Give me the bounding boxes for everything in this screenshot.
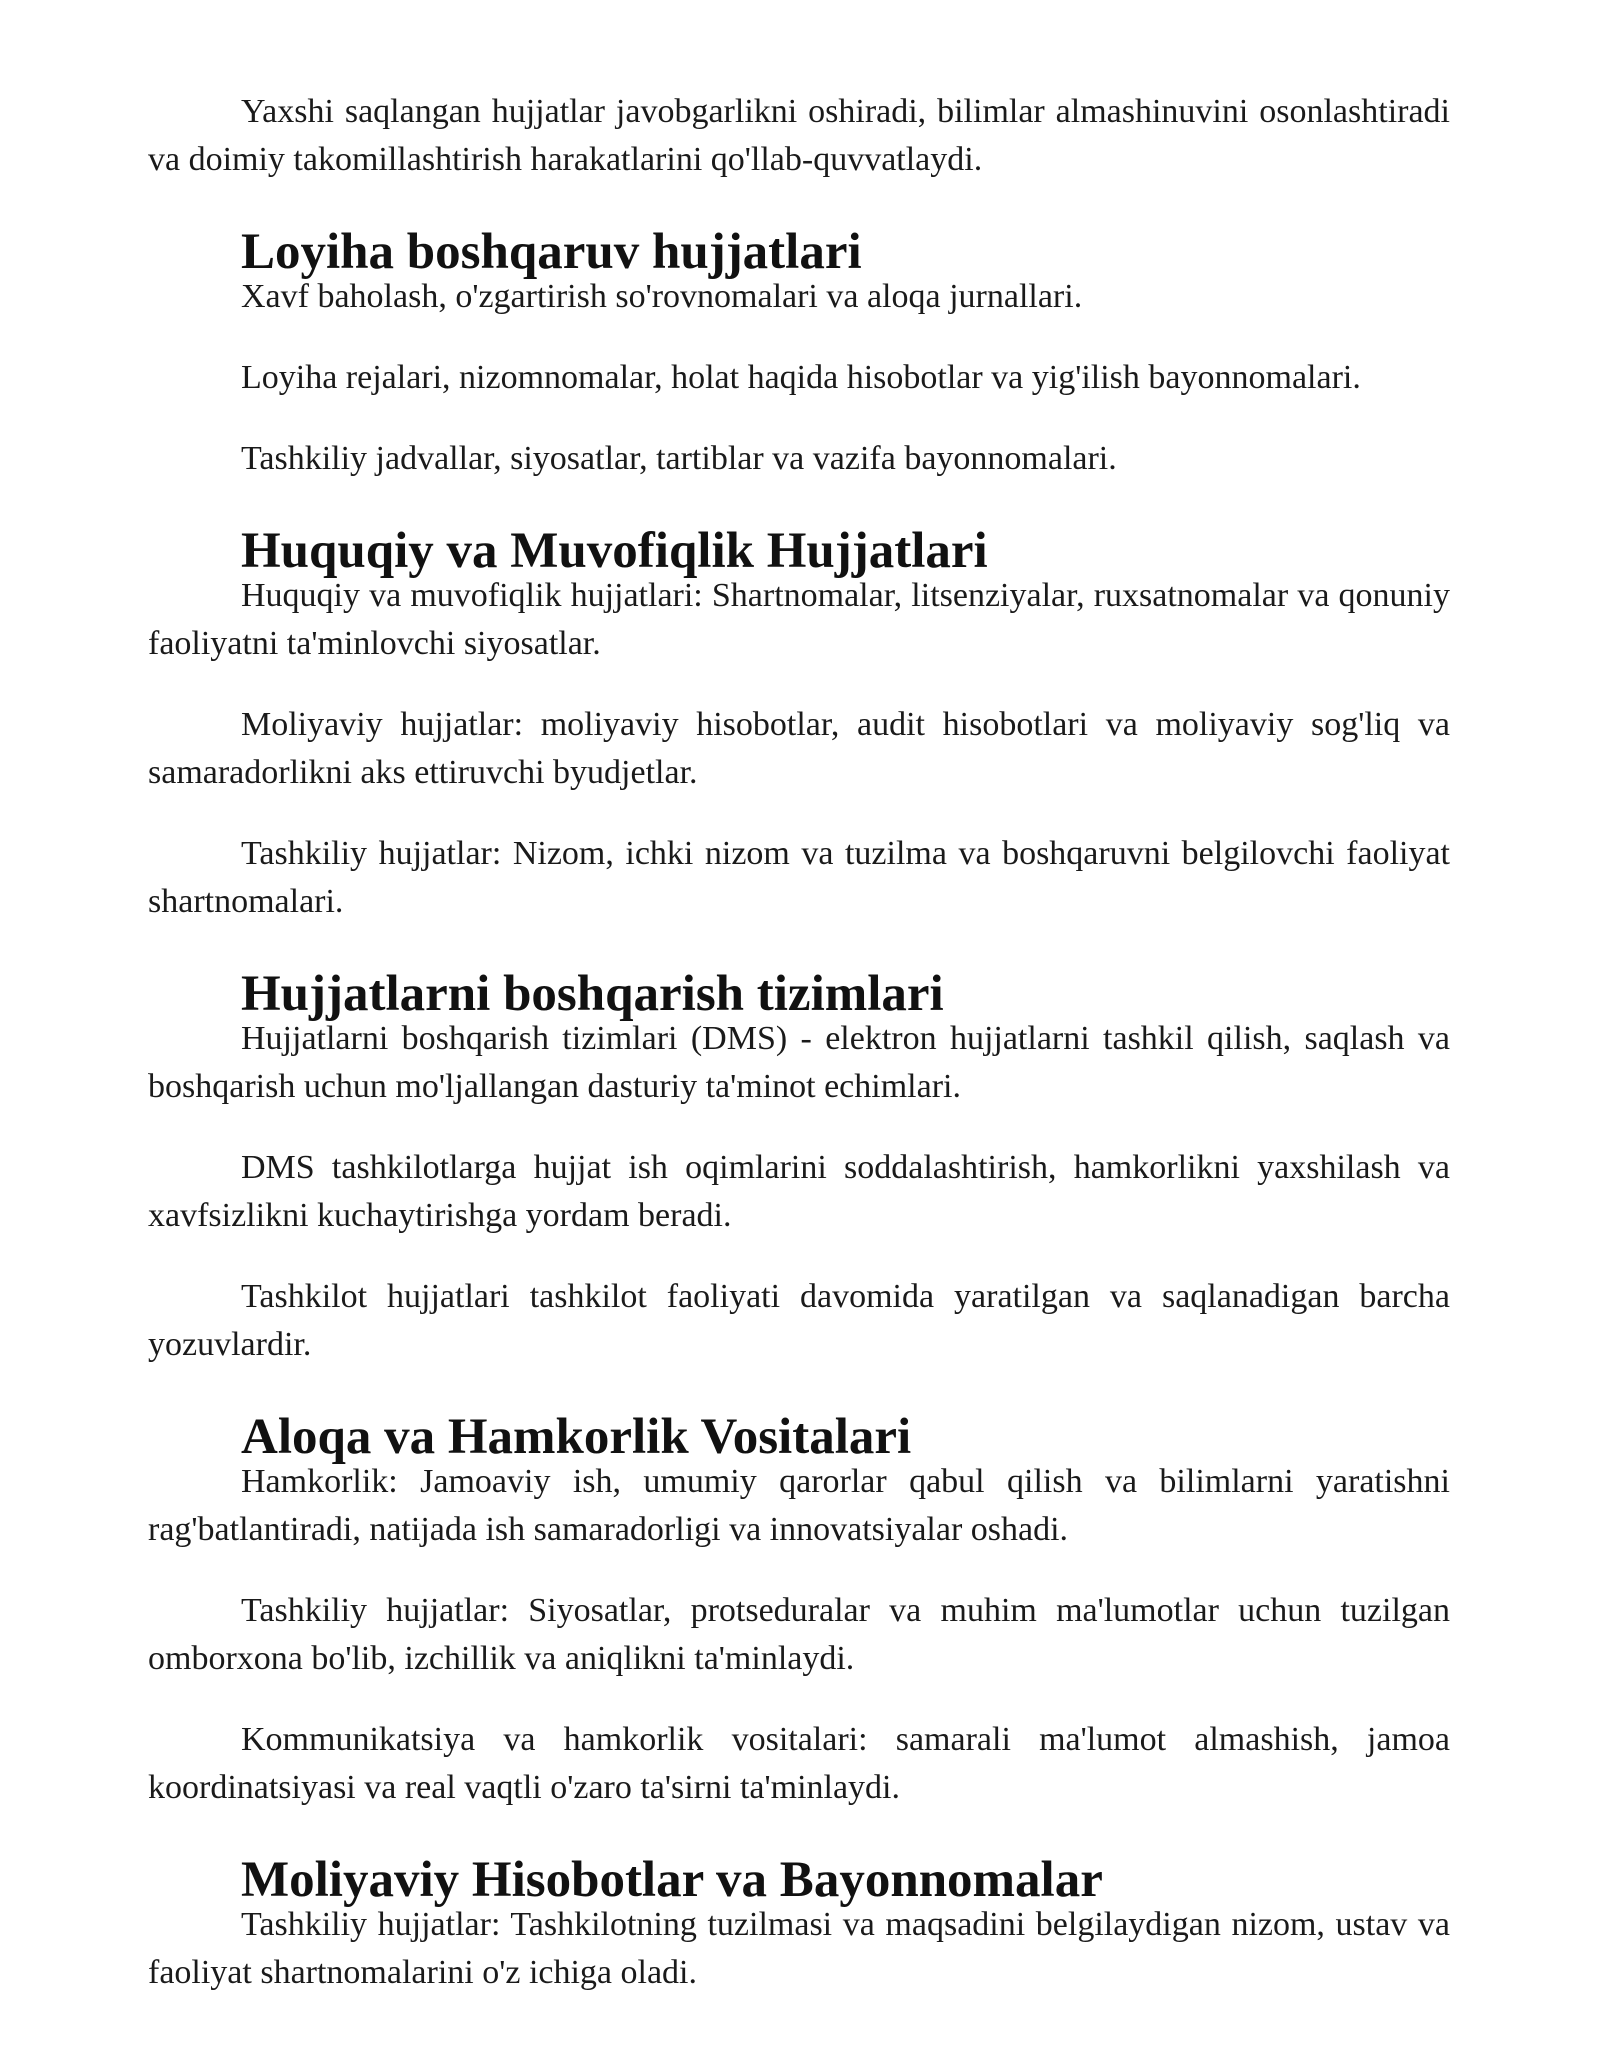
- section-paragraph: Huquqiy va muvofiqlik hujjatlari: Shartnomalar, litsenziyalar, ruxsatnomalar va qonuniy faoliyatni ta'minlovchi siyosatlar.: [148, 577, 1450, 662]
- section-paragraph: Tashkiliy hujjatlar: Siyosatlar, protseduralar va muhim ma'lumotlar uchun tuzilgan omborxona bo'lib, izchillik va aniqlikni ta'minlaydi.: [148, 1592, 1450, 1677]
- section-heading: Hujjatlarni boshqarish tizimlari: [241, 966, 944, 1022]
- section-financial-reports: [148, 1852, 1450, 1997]
- section-paragraph: Loyiha rejalari, nizomnomalar, holat haqida hisobotlar va yig'ilish bayonnomalari.: [241, 359, 1361, 396]
- intro-paragraph: Yaxshi saqlangan hujjatlar javobgarlikni oshiradi, bilimlar almashinuvini osonlashtiradi va doimiy takomillashtirish harakatlarini qo'llab-quvvatlaydi.: [148, 93, 1450, 178]
- section-paragraph: Hujjatlarni boshqarish tizimlari (DMS) - elektron hujjatlarni tashkil qilish, saqlash va boshqarish uchun mo'ljallangan dasturiy ta'minot echimlari.: [148, 1020, 1450, 1105]
- section-heading: Huquqiy va Muvofiqlik Hujjatlari: [241, 523, 988, 579]
- section-paragraph: Tashkilot hujjatlari tashkilot faoliyati davomida yaratilgan va saqlanadigan barcha yozuvlardir.: [148, 1278, 1450, 1363]
- section-project-management: [148, 224, 1450, 483]
- section-paragraph: Tashkiliy jadvallar, siyosatlar, tartiblar va vazifa bayonnomalari.: [241, 440, 1117, 477]
- section-heading: Moliyaviy Hisobotlar va Bayonnomalar: [241, 1852, 1103, 1908]
- section-document-management-systems: [148, 966, 1450, 1369]
- section-communication-collaboration: [148, 1409, 1450, 1812]
- section-paragraph: Hamkorlik: Jamoaviy ish, umumiy qarorlar qabul qilish va bilimlarni yaratishni rag'batlantiradi, natijada ish samaradorligi va innovatsiyalar oshadi.: [148, 1463, 1450, 1548]
- section-paragraph: Tashkiliy hujjatlar: Nizom, ichki nizom va tuzilma va boshqaruvni belgilovchi faoliyat shartnomalari.: [148, 835, 1450, 920]
- section-heading: Loyiha boshqaruv hujjatlari: [241, 224, 862, 280]
- section-paragraph: Moliyaviy hujjatlar: moliyaviy hisobotlar, audit hisobotlari va moliyaviy sog'liq va samaradorlikni aks ettiruvchi byudjetlar.: [148, 706, 1450, 791]
- section-paragraph: Tashkiliy hujjatlar: Tashkilotning tuzilmasi va maqsadini belgilaydigan nizom, ustav va faoliyat shartnomalarini o'z ichiga oladi.: [148, 1906, 1450, 1991]
- document-page: [148, 88, 1450, 1997]
- section-paragraph: DMS tashkilotlarga hujjat ish oqimlarini soddalashtirish, hamkorlikni yaxshilash va xavfsizlikni kuchaytirishga yordam beradi.: [148, 1149, 1450, 1234]
- section-paragraph: Xavf baholash, o'zgartirish so'rovnomalari va aloqa jurnallari.: [241, 278, 1083, 315]
- section-paragraph: Kommunikatsiya va hamkorlik vositalari: samarali ma'lumot almashish, jamoa koordinatsiyasi va real vaqtli o'zaro ta'sirni ta'minlaydi.: [148, 1721, 1450, 1806]
- section-heading: Aloqa va Hamkorlik Vositalari: [241, 1409, 912, 1465]
- section-legal-compliance: [148, 523, 1450, 926]
